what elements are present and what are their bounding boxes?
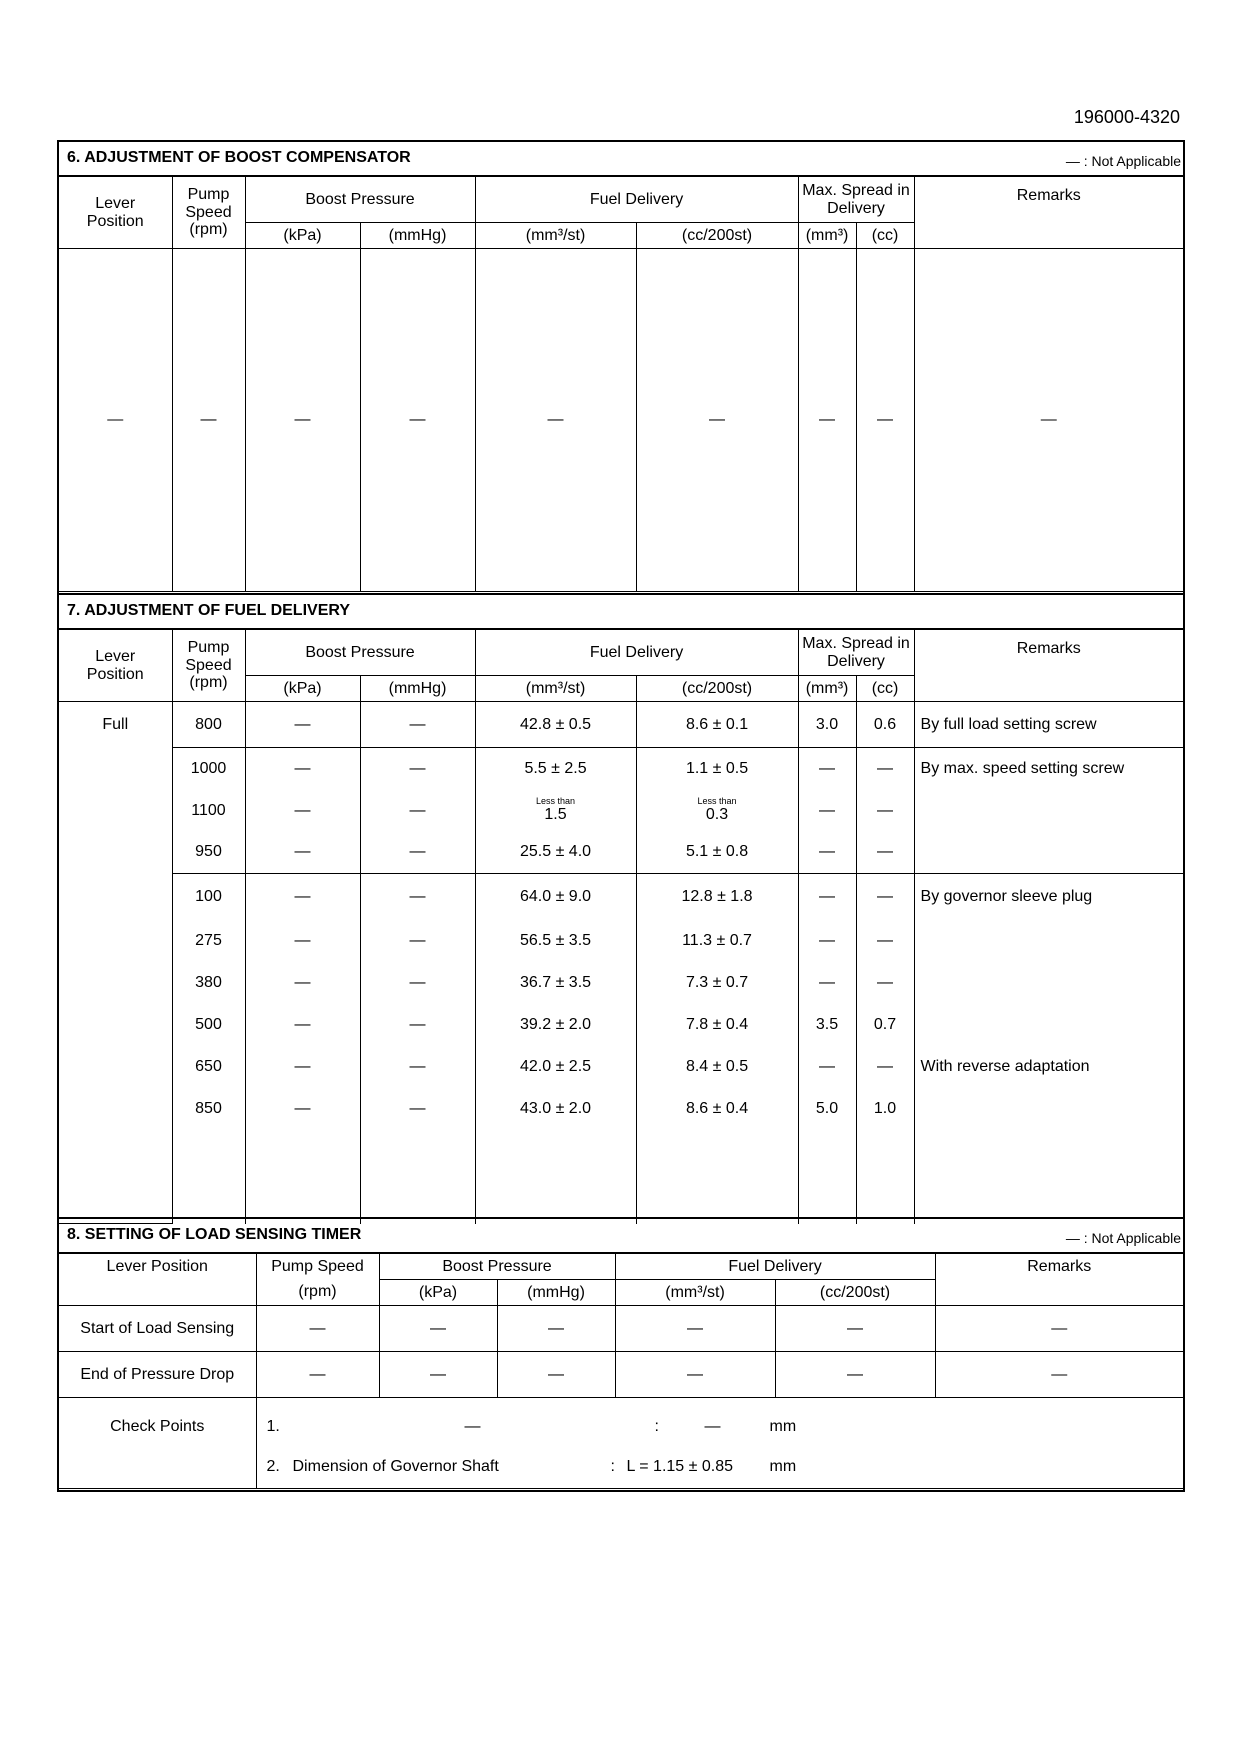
- empty-cell: [360, 1130, 475, 1224]
- pump-speed: 1000: [172, 748, 245, 790]
- fuel-mm3-value: 43.0 ± 2.0: [475, 1088, 636, 1130]
- cell-value: —: [636, 249, 798, 592]
- fuel-cc-value: 5.1 ± 0.8: [636, 832, 798, 874]
- unit-cc-200st: (cc/200st): [775, 1280, 935, 1306]
- header-max-spread: Max. Spread in Delivery: [798, 630, 914, 676]
- cell-value: —: [360, 249, 475, 592]
- remarks-value: By full load setting screw: [914, 702, 1183, 748]
- spread-mm3-value: —: [798, 962, 856, 1004]
- unit-kpa: (kPa): [245, 223, 360, 249]
- unit-mmhg: (mmHg): [360, 676, 475, 702]
- cell-value: —: [615, 1352, 775, 1398]
- unit-cc: (cc): [856, 676, 914, 702]
- header-pump-speed: Pump Speed (rpm): [172, 630, 245, 702]
- cell-value: —: [856, 249, 914, 592]
- cell-value: —: [775, 1306, 935, 1352]
- spread-cc-value: —: [856, 874, 914, 920]
- table-row: [59, 702, 1183, 748]
- remarks-value: With reverse adaptation: [914, 1046, 1183, 1088]
- item-dash: —: [704, 1418, 721, 1435]
- cell-value: —: [798, 249, 856, 592]
- fuel-mm3-value: 39.2 ± 2.0: [475, 1004, 636, 1046]
- remarks-value: [914, 920, 1183, 962]
- cell-value: —: [935, 1352, 1183, 1398]
- unit-mm3: (mm³): [798, 676, 856, 702]
- remarks-value: By governor sleeve plug: [914, 874, 1183, 920]
- fuel-cc-value: 8.6 ± 0.4: [636, 1088, 798, 1130]
- check-points-label: Check Points: [59, 1398, 256, 1489]
- mmhg-value: —: [360, 874, 475, 920]
- item-colon: :: [654, 1418, 659, 1435]
- cell-value: —: [497, 1352, 615, 1398]
- unit-cc-200st: (cc/200st): [636, 676, 798, 702]
- row-label: End of Pressure Drop: [59, 1352, 256, 1398]
- unit-cc: (cc): [856, 223, 914, 249]
- section-boost-compensator: [57, 140, 1185, 593]
- header-fuel-delivery: Fuel Delivery: [615, 1254, 935, 1280]
- section-fuel-delivery: [57, 593, 1185, 1217]
- cell-value: —: [379, 1306, 497, 1352]
- table-row: [59, 962, 1183, 1004]
- less-than-note: Less than: [697, 796, 737, 807]
- cell-value: —: [475, 249, 636, 592]
- empty-cell: [636, 1130, 798, 1224]
- spread-cc-value: 0.7: [856, 1004, 914, 1046]
- fuel-cc-value: 1.1 ± 0.5: [636, 748, 798, 790]
- cell-value: —: [935, 1306, 1183, 1352]
- section-title: 7. ADJUSTMENT OF FUEL DELIVERY: [67, 602, 350, 619]
- header-max-spread: Max. Spread in Delivery: [798, 177, 914, 223]
- header-boost-pressure: Boost Pressure: [245, 630, 475, 676]
- kpa-value: —: [245, 702, 360, 748]
- mmhg-value: —: [360, 832, 475, 874]
- unit-mmhg: (mmHg): [497, 1280, 615, 1306]
- remarks-value: [914, 1088, 1183, 1130]
- header-lever-position: Lever Position: [59, 177, 172, 249]
- fuel-mm3-value: 5.5 ± 2.5: [475, 748, 636, 790]
- mmhg-value: —: [360, 920, 475, 962]
- header-fuel-delivery: Fuel Delivery: [475, 630, 798, 676]
- section-title: 8. SETTING OF LOAD SENSING TIMER: [67, 1226, 362, 1243]
- check-item-2: [267, 1458, 1147, 1480]
- spread-cc-value: —: [856, 962, 914, 1004]
- table-row: [59, 920, 1183, 962]
- table-row: [59, 790, 1183, 832]
- check-points-row: [59, 1398, 1183, 1489]
- fuel-mm3-cell: [475, 790, 636, 832]
- mmhg-value: —: [360, 790, 475, 832]
- remarks-value: [914, 962, 1183, 1004]
- pump-speed: 850: [172, 1088, 245, 1130]
- kpa-value: —: [245, 1046, 360, 1088]
- spread-cc-value: —: [856, 748, 914, 790]
- fuel-mm3-value: 64.0 ± 9.0: [475, 874, 636, 920]
- spread-mm3-value: —: [798, 832, 856, 874]
- fuel-cc-value: 8.4 ± 0.5: [636, 1046, 798, 1088]
- remarks-value: [914, 1004, 1183, 1046]
- item-number: 2.: [266, 1458, 280, 1475]
- spread-mm3-value: —: [798, 1046, 856, 1088]
- fuel-cc-value: 12.8 ± 1.8: [636, 874, 798, 920]
- mmhg-value: —: [360, 962, 475, 1004]
- fuel-mm3-value: 1.5: [544, 806, 567, 824]
- cell-value: —: [256, 1306, 379, 1352]
- less-than-note: Less than: [536, 796, 576, 807]
- load-sensing-table: [59, 1253, 1183, 1489]
- table-row: [59, 1088, 1183, 1130]
- spread-mm3-value: —: [798, 920, 856, 962]
- pump-speed: 950: [172, 832, 245, 874]
- spread-cc-value: —: [856, 790, 914, 832]
- cell-value: —: [172, 249, 245, 592]
- mmhg-value: —: [360, 1088, 475, 1130]
- cell-value: —: [497, 1306, 615, 1352]
- cell-value: —: [245, 249, 360, 592]
- kpa-value: —: [245, 748, 360, 790]
- mmhg-value: —: [360, 1004, 475, 1046]
- item-value: L = 1.15 ± 0.85: [626, 1458, 733, 1475]
- spread-mm3-value: 3.0: [798, 702, 856, 748]
- remarks-value: [914, 832, 1183, 874]
- spread-cc-value: —: [856, 832, 914, 874]
- empty-cell: [475, 1130, 636, 1224]
- fuel-mm3-value: 42.0 ± 2.5: [475, 1046, 636, 1088]
- row-label: Start of Load Sensing: [59, 1306, 256, 1352]
- fuel-cc-value: 7.8 ± 0.4: [636, 1004, 798, 1046]
- unit-kpa: (kPa): [245, 676, 360, 702]
- spread-mm3-value: 5.0: [798, 1088, 856, 1130]
- pump-speed: 100: [172, 874, 245, 920]
- empty-cell: [914, 1130, 1183, 1224]
- table-row: [59, 1352, 1183, 1398]
- table-row: [59, 874, 1183, 920]
- item-colon: :: [610, 1458, 615, 1475]
- header-pump-speed: Pump Speed: [256, 1254, 379, 1280]
- header-fuel-delivery: Fuel Delivery: [475, 177, 798, 223]
- section-header: [59, 595, 1183, 629]
- cell-value: —: [914, 249, 1183, 592]
- kpa-value: —: [245, 1004, 360, 1046]
- mmhg-value: —: [360, 748, 475, 790]
- fuel-delivery-table: [59, 629, 1183, 1224]
- kpa-value: —: [245, 920, 360, 962]
- cell-value: —: [379, 1352, 497, 1398]
- header-remarks: Remarks: [914, 630, 1183, 702]
- fuel-cc-value: 11.3 ± 0.7: [636, 920, 798, 962]
- kpa-value: —: [245, 790, 360, 832]
- fuel-cc-cell: [636, 790, 798, 832]
- fuel-mm3-value: 56.5 ± 3.5: [475, 920, 636, 962]
- spread-cc-value: —: [856, 920, 914, 962]
- spread-mm3-value: —: [798, 874, 856, 920]
- table-row: [59, 1004, 1183, 1046]
- cell-value: —: [775, 1352, 935, 1398]
- empty-cell: [798, 1130, 856, 1224]
- fuel-mm3-value: 36.7 ± 3.5: [475, 962, 636, 1004]
- header-lever-position: Lever Position: [59, 1254, 256, 1306]
- header-remarks: Remarks: [914, 177, 1183, 249]
- remarks-value: [914, 790, 1183, 832]
- check-item-1: [267, 1418, 1147, 1440]
- spread-cc-value: 0.6: [856, 702, 914, 748]
- table-row: [59, 832, 1183, 874]
- table-row: [59, 1046, 1183, 1088]
- fuel-mm3-value: 25.5 ± 4.0: [475, 832, 636, 874]
- unit-kpa: (kPa): [379, 1280, 497, 1306]
- kpa-value: —: [245, 1088, 360, 1130]
- pump-speed: 1100: [172, 790, 245, 832]
- header-boost-pressure: Boost Pressure: [245, 177, 475, 223]
- pump-speed: 500: [172, 1004, 245, 1046]
- item-unit: mm: [769, 1458, 797, 1475]
- spread-cc-value: —: [856, 1046, 914, 1088]
- cell-value: —: [256, 1352, 379, 1398]
- unit-rpm: (rpm): [256, 1280, 379, 1306]
- kpa-value: —: [245, 832, 360, 874]
- section-title: 6. ADJUSTMENT OF BOOST COMPENSATOR: [67, 149, 411, 166]
- table-row: [59, 1306, 1183, 1352]
- fuel-cc-value: 7.3 ± 0.7: [636, 962, 798, 1004]
- pump-speed: 380: [172, 962, 245, 1004]
- section-header: [59, 1219, 1183, 1253]
- empty-cell: [856, 1130, 914, 1224]
- pump-speed: 275: [172, 920, 245, 962]
- kpa-value: —: [245, 962, 360, 1004]
- mmhg-value: —: [360, 1046, 475, 1088]
- lever-position-value: Full: [59, 702, 172, 1224]
- empty-cell: [172, 1130, 245, 1224]
- unit-cc-200st: (cc/200st): [636, 223, 798, 249]
- boost-compensator-table: [59, 176, 1183, 592]
- unit-mm3: (mm³): [798, 223, 856, 249]
- header-pump-speed: Pump Speed (rpm): [172, 177, 245, 249]
- table-row: [59, 748, 1183, 790]
- item-value: —: [464, 1418, 481, 1435]
- table-row: [59, 249, 1183, 592]
- unit-mm3-st: (mm³/st): [615, 1280, 775, 1306]
- check-points-content: [256, 1398, 1183, 1489]
- remarks-value: By max. speed setting screw: [914, 748, 1183, 790]
- section-header: [59, 142, 1183, 176]
- unit-mm3-st: (mm³/st): [475, 223, 636, 249]
- item-unit: mm: [769, 1418, 797, 1435]
- spread-mm3-value: 3.5: [798, 1004, 856, 1046]
- cell-value: —: [59, 249, 172, 592]
- document-number: 196000-4320: [1073, 107, 1180, 127]
- section-load-sensing-timer: [57, 1217, 1185, 1492]
- header-lever-position: Lever Position: [59, 630, 172, 702]
- header-boost-pressure: Boost Pressure: [379, 1254, 615, 1280]
- empty-cell: [245, 1130, 360, 1224]
- pump-speed: 800: [172, 702, 245, 748]
- pump-speed: 650: [172, 1046, 245, 1088]
- not-applicable-legend: — : Not Applicable: [1065, 1230, 1181, 1246]
- cell-value: —: [615, 1306, 775, 1352]
- kpa-value: —: [245, 874, 360, 920]
- table-row-empty: [59, 1130, 1183, 1224]
- spread-mm3-value: —: [798, 790, 856, 832]
- item-text: Dimension of Governor Shaft: [292, 1458, 499, 1475]
- fuel-cc-value: 0.3: [705, 806, 729, 824]
- fuel-mm3-value: 42.8 ± 0.5: [475, 702, 636, 748]
- mmhg-value: —: [360, 702, 475, 748]
- header-remarks: Remarks: [935, 1254, 1183, 1306]
- unit-mmhg: (mmHg): [360, 223, 475, 249]
- not-applicable-legend: — : Not Applicable: [1065, 153, 1181, 169]
- unit-mm3-st: (mm³/st): [475, 676, 636, 702]
- item-number: 1.: [266, 1418, 280, 1435]
- fuel-cc-value: 8.6 ± 0.1: [636, 702, 798, 748]
- spread-mm3-value: —: [798, 748, 856, 790]
- spread-cc-value: 1.0: [856, 1088, 914, 1130]
